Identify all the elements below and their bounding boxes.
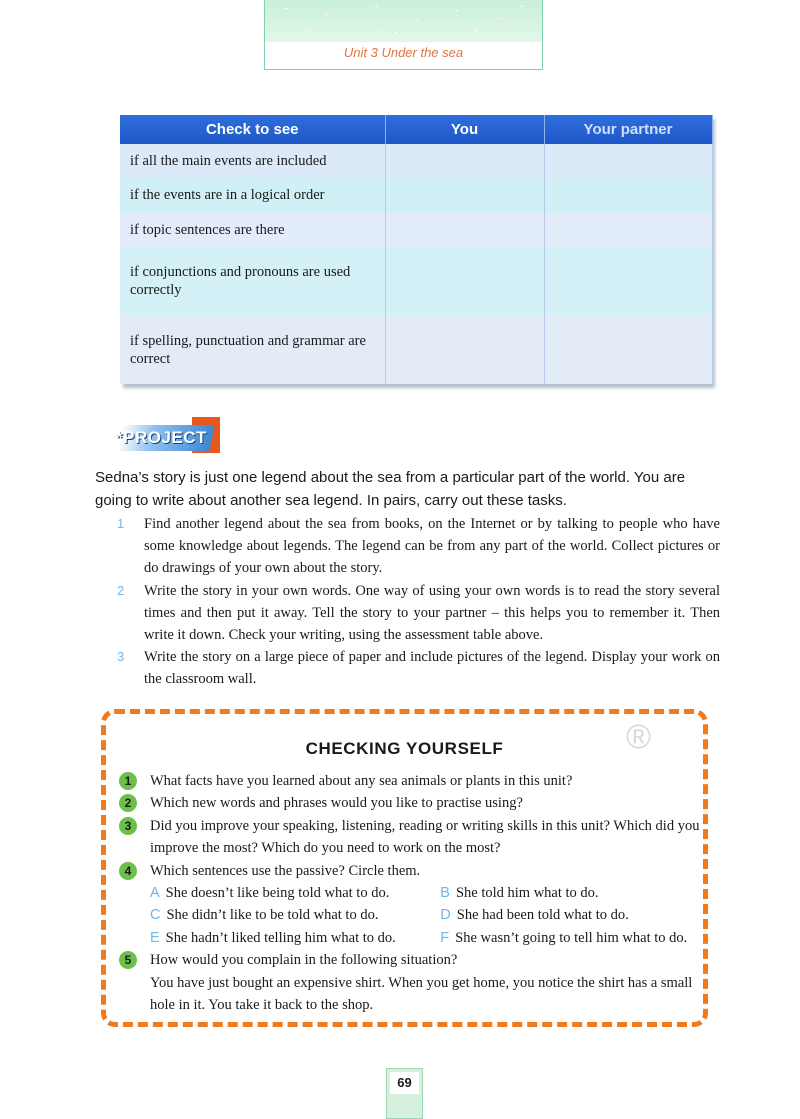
table-row: [120, 315, 712, 384]
list-item: [116, 949, 706, 971]
list-item: [95, 580, 720, 647]
partner-cell: [544, 144, 712, 178]
list-item: [116, 860, 706, 882]
option-letter: F: [440, 929, 450, 946]
question-number: 1: [119, 772, 137, 790]
task-text: Write the story in your own words. One way of using your own words is to read the story several times and then put it away. Tell the story to your partner – this helps you to remember it. Then write it down. Check your writing, using the assessment table above.: [144, 582, 720, 644]
option-text: She had been told what to do.: [456, 907, 629, 924]
question-number: 5: [119, 951, 137, 969]
list-item: [116, 815, 706, 860]
table-row: [120, 178, 712, 212]
unit-header-tab: [264, 0, 543, 70]
partner-cell: [544, 213, 712, 247]
option-letter: A: [150, 885, 160, 902]
question-number: 2: [119, 794, 137, 812]
list-item: [116, 792, 706, 814]
option-text: She didn’t like to be told what to do.: [166, 907, 379, 924]
option-item: [440, 904, 706, 926]
task-number: 2: [117, 582, 125, 598]
list-item: [95, 513, 720, 580]
option-text: She wasn’t going to tell him what to do.: [455, 929, 688, 946]
you-cell: [385, 144, 544, 178]
project-intro: Sedna’s story is just one legend about the sea from a particular part of the world. You are going to write about another sea legend. In pairs, carry out these tasks.: [95, 469, 686, 509]
task-number: 3: [117, 649, 125, 665]
passive-options: [116, 882, 706, 949]
you-cell: [385, 315, 544, 384]
assessment-table: [120, 115, 712, 384]
check-item: if the events are in a logical order: [120, 178, 385, 212]
project-badge: [112, 417, 220, 455]
table-row: [120, 213, 712, 247]
question-list: [116, 770, 706, 1016]
option-letter: D: [440, 907, 451, 924]
you-cell: [385, 213, 544, 247]
option-letter: E: [150, 929, 160, 946]
option-text: She doesn’t like being told what to do.: [165, 885, 390, 902]
option-item: [440, 927, 706, 949]
check-item: if topic sentences are there: [120, 213, 385, 247]
option-item: [150, 882, 440, 904]
option-text: She told him what to do.: [455, 885, 599, 902]
page-number-tab: [386, 1068, 423, 1119]
page-number: 69: [390, 1072, 419, 1094]
situation-description: You have just bought an expensive shirt. When you get home, you notice the shirt has a small hole in it. You take it back to the shop.: [150, 974, 693, 1014]
situation-text: [116, 972, 706, 1017]
you-cell: [385, 178, 544, 212]
table-row: [120, 144, 712, 178]
option-row: [150, 927, 706, 949]
task-number: 1: [117, 516, 125, 531]
question-text: Did you improve your speaking, listening, reading or writing skills in this unit? Which did you improve the most? Which do you need to work on the most?: [150, 817, 700, 857]
check-item: if all the main events are included: [120, 144, 385, 178]
option-text: She hadn’t liked telling him what to do.: [165, 929, 396, 946]
checking-yourself-title: CHECKING YOURSELF: [305, 739, 504, 758]
list-item: [95, 646, 720, 690]
question-text: Which new words and phrases would you like to practise using?: [150, 795, 523, 812]
task-text: Write the story on a large piece of paper and include pictures of the legend. Display your work on the classroom wall.: [144, 649, 720, 688]
task-text: Find another legend about the sea from books, on the Internet or by talking to people who have some knowledge about legends. The legend can be from any part of the world. Collect pictures or do drawings of your own about the story.: [144, 516, 720, 577]
option-letter: B: [440, 885, 450, 902]
check-item: if spelling, punctuation and grammar are correct: [120, 315, 385, 384]
check-item: if conjunctions and pronouns are used correctly: [120, 247, 385, 316]
table-row: [120, 247, 712, 316]
option-item: [150, 904, 440, 926]
checking-yourself-box: [101, 709, 708, 1027]
question-text: How would you complain in the following situation?: [150, 952, 458, 969]
column-header-check: Check to see: [120, 115, 385, 144]
question-text: Which sentences use the passive? Circle them.: [150, 862, 421, 879]
option-item: [440, 882, 706, 904]
unit-title: Unit 3 Under the sea: [343, 45, 464, 60]
project-task-list: [95, 513, 720, 691]
header-decoration: [265, 0, 542, 42]
partner-cell: [544, 247, 712, 316]
project-label: *PROJECT: [116, 428, 207, 447]
column-header-you: You: [385, 115, 544, 144]
option-letter: C: [150, 907, 161, 924]
question-number: 4: [119, 862, 137, 880]
question-number: 3: [119, 817, 137, 835]
column-header-partner: Your partner: [544, 115, 712, 144]
option-row: [150, 904, 706, 926]
option-item: [150, 927, 440, 949]
partner-cell: [544, 178, 712, 212]
partner-cell: [544, 315, 712, 384]
list-item: [116, 770, 706, 792]
question-text: What facts have you learned about any sea animals or plants in this unit?: [150, 773, 573, 789]
option-row: [150, 882, 706, 904]
registered-mark: ®: [626, 718, 652, 756]
you-cell: [385, 247, 544, 316]
